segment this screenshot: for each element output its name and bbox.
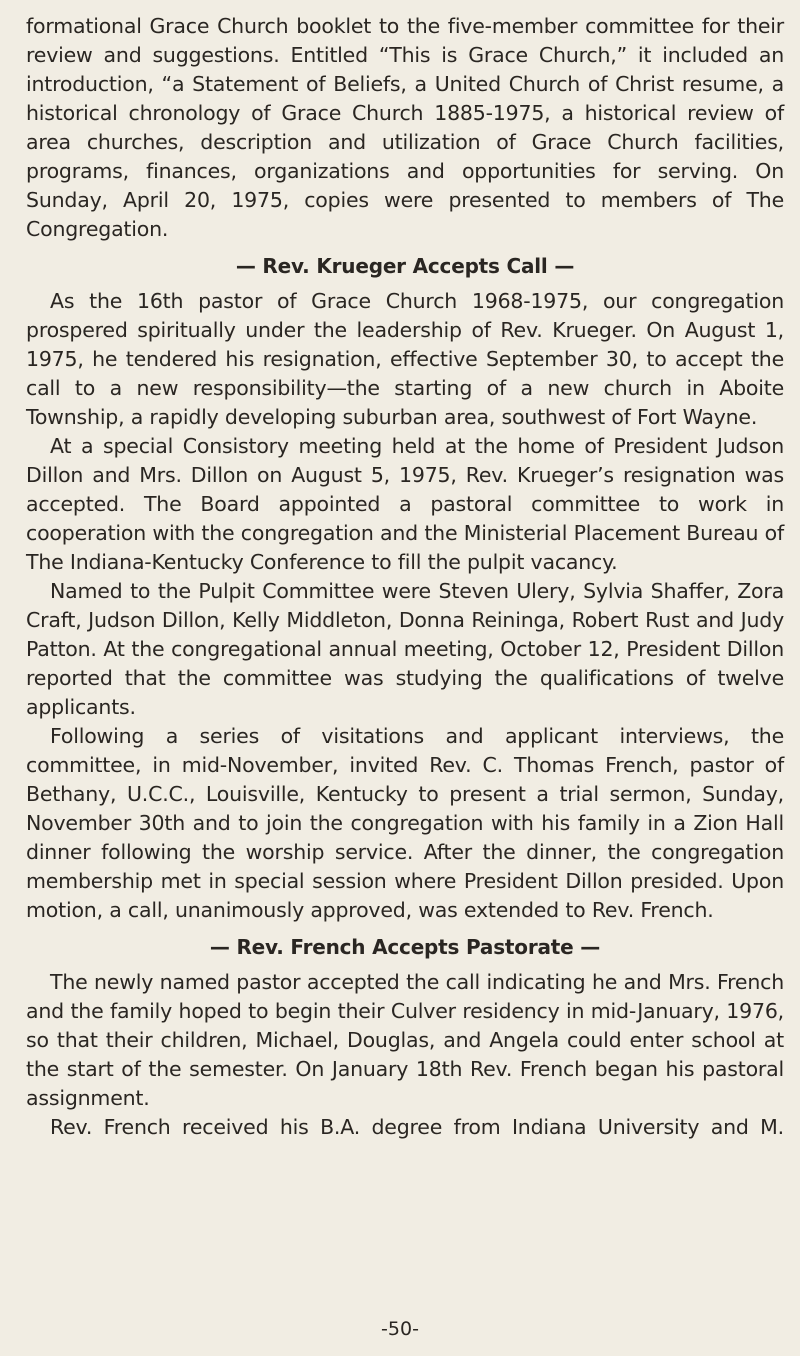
- paragraph: Named to the Pulpit Committee were Steven Ulery, Sylvia Shaffer, Zora Craft, Judson Dillon, Kelly Middleton, Donna Reininga, Robert Rust and Judy Patton. At the congregational annual meeting, October 12, President Dillon reported that the committee was studying the qualifications of twelve applicants.: [26, 579, 784, 719]
- paragraph: As the 16th pastor of Grace Church 1968-1975, our congregation prospered spiritually under the leadership of Rev. Krueger. On August 1, 1975, he tendered his resignation, effective September 30, to accept the call to a new responsibility—the starting of a new church in Aboite Township, a rapidly developing suburban area, southwest of Fort Wayne.: [26, 289, 784, 429]
- section-heading-french: — Rev. French Accepts Pastorate —: [209, 935, 601, 959]
- paragraph-intro: formational Grace Church booklet to the five-member committee for their review and suggestions. Entitled “This is Grace Church,” it included an introduction, “a Statement of Beliefs, a United Church of Christ resume, a historical chronology of Grace Church 1885-1975, a historical review of area churches, description and utilization of Grace Church facilities, programs, finances, organizations and opportunities for serving. On Sunday, April 20, 1975, copies were presented to members of The Congregation.: [26, 14, 784, 241]
- body-text: [26, 12, 784, 1142]
- section-heading-krueger: — Rev. Krueger Accepts Call —: [235, 254, 575, 278]
- paragraph: Rev. French received his B.A. degree from Indiana University and M.: [50, 1115, 784, 1139]
- paragraph: At a special Consistory meeting held at the home of President Judson Dillon and Mrs. Dillon on August 5, 1975, Rev. Krueger’s resignation was accepted. The Board appointed a pastoral committee to work in cooperation with the congregation and the Ministerial Placement Bureau of The Indiana-Kentucky Conference to fill the pulpit vacancy.: [26, 434, 784, 574]
- paragraph: The newly named pastor accepted the call indicating he and Mrs. French and the family hoped to begin their Culver residency in mid-January, 1976, so that their children, Michael, Douglas, and Angela could enter school at the start of the semester. On January 18th Rev. French began his pastoral assignment.: [26, 970, 784, 1110]
- paragraph: Following a series of visitations and applicant interviews, the committee, in mid-November, invited Rev. C. Thomas French, pastor of Bethany, U.C.C., Louisville, Kentucky to present a trial sermon, Sunday, November 30th and to join the congregation with his family in a Zion Hall dinner following the worship service. After the dinner, the congregation membership met in special session where President Dillon presided. Upon motion, a call, unanimously approved, was extended to Rev. French.: [26, 724, 784, 922]
- page-number: -50-: [381, 1318, 419, 1340]
